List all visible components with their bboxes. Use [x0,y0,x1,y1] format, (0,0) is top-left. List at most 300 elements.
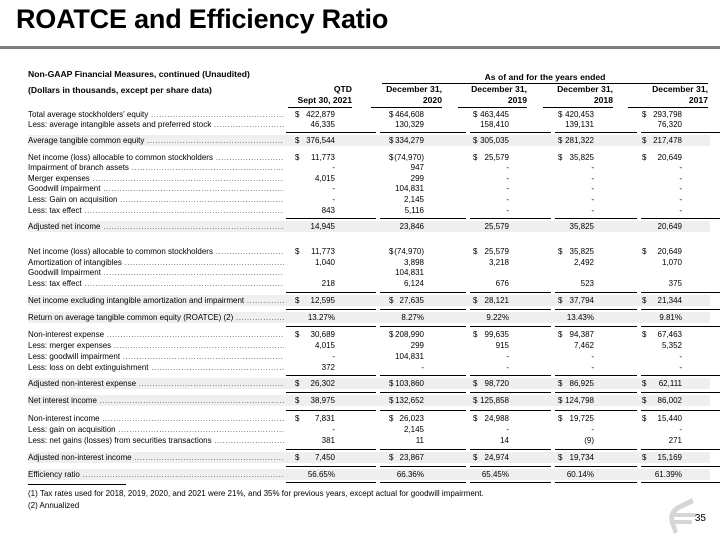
row-label-text: Non-interest income [28,414,100,423]
table-cell: 26,302 [310,379,335,388]
column-header-line2: 2017 [688,95,708,105]
table-cell: - [679,163,682,172]
table-bottom-rule [380,482,466,483]
subtotal-rule [641,309,720,310]
currency-symbol: $ [473,330,478,339]
table-cell: - [506,363,509,372]
row-label [28,413,284,424]
row-label-text: Adjusted net income [28,222,101,231]
table-cell: 217,478 [653,136,682,145]
currency-symbol: $ [389,153,394,162]
table-cell: 86,002 [657,396,682,405]
table-bottom-rule [641,482,720,483]
table-row [28,435,710,446]
table-cell: - [591,425,594,434]
table-cell: - [591,352,594,361]
table-row [28,351,710,362]
column-header-rule [458,107,527,108]
table-cell: 27,635 [399,296,424,305]
currency-symbol: $ [295,110,300,119]
currency-symbol: $ [389,136,394,145]
table-row [28,183,710,194]
row-label-text: Less: loss on debt extinguishment [28,363,149,372]
table-cell: 381 [321,436,335,445]
row-label [28,194,284,205]
column-header-line2: 2019 [507,95,527,105]
table-cell: 13.43% [566,313,594,322]
currency-symbol: $ [642,110,647,119]
row-label [28,452,284,463]
currency-symbol: $ [389,110,394,119]
table-row [28,221,710,232]
table-cell: 130,329 [395,120,424,129]
table-cell: 132,652 [395,396,424,405]
row-label-text: Less: tax effect [28,279,82,288]
table-cell: 23,867 [399,453,424,462]
title-divider [0,46,720,49]
table-cell: - [591,163,594,172]
table-cell: 37,794 [569,296,594,305]
table-cell: 139,131 [565,120,594,129]
row-label [28,329,284,340]
table-cell: 2,145 [403,195,424,204]
subtotal-rule [286,410,376,411]
section-title: Non-GAAP Financial Measures, continued (Unaudited) [28,69,250,79]
row-label-text: Merger expenses [28,174,90,183]
table-cell: 3,218 [488,258,509,267]
table-row [28,205,710,216]
table-row [28,340,710,351]
table-cell: - [506,352,509,361]
subtotal-rule [641,218,720,219]
table-cell: 6,124 [403,279,424,288]
row-label-text: Net income (loss) allocable to common stockholders [28,153,213,162]
table-cell: 299 [410,174,424,183]
table-cell: 12,595 [310,296,335,305]
row-label-text: Efficiency ratio [28,470,80,479]
table-cell: 947 [410,163,424,172]
table-row [28,452,710,463]
table-cell: - [679,195,682,204]
table-row [28,395,710,406]
table-cell: 13.27% [307,313,335,322]
currency-symbol: $ [642,414,647,423]
table-cell: 20,649 [657,153,682,162]
table-cell: 14,945 [310,222,335,231]
subtotal-rule [380,309,466,310]
row-label [28,395,284,406]
table-cell: 104,831 [395,352,424,361]
table-cell: 305,035 [480,136,509,145]
currency-symbol: $ [295,330,300,339]
table-bottom-rule [555,482,637,483]
column-header-4 [545,84,613,106]
table-cell: - [591,184,594,193]
table-row [28,329,710,340]
column-header-line1: December 31, [557,84,613,94]
table-cell: 15,440 [657,414,682,423]
currency-symbol: $ [642,330,647,339]
table-row [28,278,710,289]
currency-symbol: $ [295,247,300,256]
currency-symbol: $ [473,396,478,405]
subtotal-rule [286,392,376,393]
table-cell: 99,635 [484,330,509,339]
table-cell: 62,111 [658,379,682,388]
table-cell: 20,649 [657,222,682,231]
footnote-1: (1) Tax rates used for 2018, 2019, 2020, and 2021 were 21%, and 35% for previous years, except actual for goodwill impairment. [28,489,484,498]
column-header-line1: December 31, [652,84,708,94]
currency-symbol: $ [558,110,563,119]
table-cell: - [679,184,682,193]
subtotal-rule [641,410,720,411]
table-row [28,267,710,278]
subtotal-rule [286,218,376,219]
subtotal-rule [555,132,637,133]
row-label [28,424,284,435]
table-cell: 25,579 [484,153,509,162]
table-cell: 375 [668,279,682,288]
row-label [28,267,284,278]
table-cell: - [679,206,682,215]
table-row [28,119,710,130]
table-cell: 38,975 [310,396,335,405]
table-cell: - [506,174,509,183]
table-cell: 9.22% [486,313,509,322]
table-cell: 94,387 [569,330,594,339]
subtotal-rule [380,449,466,450]
table-cell: 103,860 [395,379,424,388]
table-cell: 293,798 [653,110,682,119]
subtotal-rule [286,449,376,450]
currency-symbol: $ [642,396,647,405]
table-row [28,162,710,173]
table-bottom-rule [286,482,376,483]
subtotal-rule [286,132,376,133]
row-label-text: Average tangible common equity [28,136,145,145]
table-cell: 11 [415,436,424,445]
table-cell: 334,279 [395,136,424,145]
table-cell: 35,825 [569,247,594,256]
currency-symbol: $ [642,153,647,162]
subtotal-rule [555,375,637,376]
table-row [28,312,710,323]
subtotal-rule [286,375,376,376]
row-label [28,205,284,216]
table-cell: 35,825 [569,222,594,231]
subtotal-rule [380,410,466,411]
row-label-text: Less: gain on acquisition [28,425,116,434]
currency-symbol: $ [642,296,647,305]
table-cell: 14 [500,436,509,445]
currency-symbol: $ [389,379,394,388]
table-cell: 463,445 [480,110,509,119]
currency-symbol: $ [295,453,300,462]
subtotal-rule [555,292,637,293]
table-cell: 8.27% [401,313,424,322]
row-label-text: Total average stockholders' equity [28,110,149,119]
subtotal-rule [286,309,376,310]
table-cell: 218 [321,279,335,288]
table-cell: 19,725 [569,414,594,423]
table-cell: 1,040 [314,258,335,267]
currency-symbol: $ [295,153,300,162]
row-label-text: Return on average tangible common equity (ROATCE) (2) [28,313,234,322]
table-cell: 2,145 [403,425,424,434]
table-cell: 66.36% [396,470,424,479]
table-cell: 86,925 [569,379,594,388]
subtotal-rule [641,326,720,327]
column-header-rule [543,107,613,108]
currency-symbol: $ [558,136,563,145]
row-label [28,362,284,373]
page-number: 35 [694,513,706,524]
row-label [28,278,284,289]
table-cell: 35,825 [569,153,594,162]
table-cell: 7,450 [314,453,335,462]
currency-symbol: $ [295,414,300,423]
currency-symbol: $ [558,296,563,305]
footnote-2: (2) Annualized [28,501,80,510]
table-cell: - [332,352,335,361]
table-cell: 11,773 [311,153,335,162]
table-cell: 523 [580,279,594,288]
subtotal-rule [641,392,720,393]
subtotal-rule [555,392,637,393]
table-row [28,295,710,306]
row-label [28,351,284,362]
table-cell: 124,798 [565,396,594,405]
table-cell: 19,734 [569,453,594,462]
subtotal-rule [641,449,720,450]
subtotal-rule [470,309,551,310]
subtotal-rule [641,292,720,293]
table-cell: 76,320 [657,120,682,129]
table-cell: 65.45% [481,470,509,479]
currency-symbol: $ [642,136,647,145]
subtotal-rule [470,392,551,393]
subtotal-rule [380,375,466,376]
table-cell: (74,970) [394,153,424,162]
table-cell: 125,858 [480,396,509,405]
table-cell: 2,492 [573,258,594,267]
currency-symbol: $ [473,153,478,162]
table-cell: 23,846 [399,222,424,231]
subtotal-rule [555,326,637,327]
currency-symbol: $ [558,330,563,339]
subtotal-rule [641,132,720,133]
currency-symbol: $ [558,396,563,405]
currency-symbol: $ [389,414,394,423]
table-cell: 420,453 [565,110,594,119]
table-row [28,135,710,146]
subtotal-rule [555,309,637,310]
currency-symbol: $ [389,453,394,462]
column-header-2 [373,84,442,106]
table-cell: 56.65% [307,470,335,479]
row-label-text: Less: Gain on acquisition [28,195,118,204]
currency-symbol: $ [558,153,563,162]
currency-symbol: $ [473,296,478,305]
table-cell: - [506,425,509,434]
currency-symbol: $ [558,414,563,423]
subtotal-rule [470,410,551,411]
table-cell: 25,579 [484,247,509,256]
row-label [28,340,284,351]
row-label-text: Amortization of intangibles [28,258,122,267]
table-cell: 1,070 [661,258,682,267]
subtotal-rule [380,466,466,467]
subtotal-rule [286,466,376,467]
row-label-text: Less: net gains (losses) from securities transactions [28,436,212,445]
table-cell: 25,579 [484,222,509,231]
column-header-line2: 2018 [593,95,613,105]
column-header-line1: December 31, [471,84,527,94]
table-cell: 9.81% [659,313,682,322]
table-cell: 28,121 [484,296,509,305]
row-label-text: Less: goodwill impairment [28,352,121,361]
row-label [28,183,284,194]
table-cell: 26,023 [399,414,424,423]
table-row [28,378,710,389]
table-cell: 271 [668,436,682,445]
table-cell: 372 [321,363,335,372]
table-cell: 67,463 [657,330,682,339]
table-cell: 24,974 [484,453,509,462]
table-cell: - [332,425,335,434]
row-label-text: Non-interest expense [28,330,105,339]
table-cell: - [679,425,682,434]
row-label-text: Goodwill Impairment [28,268,101,277]
row-label [28,435,284,446]
row-label-text: Less: merger expenses [28,341,112,350]
table-cell: - [591,206,594,215]
table-cell: 11,773 [311,247,335,256]
column-header-line2: 2020 [422,95,442,105]
column-header-rule [288,107,352,108]
row-label [28,246,284,257]
table-cell: 5,352 [661,341,682,350]
table-cell: (9) [584,436,594,445]
table-cell: 4,015 [314,174,335,183]
page-title: ROATCE and Efficiency Ratio [16,4,389,34]
subtotal-rule [470,375,551,376]
table-row [28,469,710,480]
table-row [28,413,710,424]
row-label [28,469,284,480]
row-label [28,312,284,323]
table-cell: 30,689 [310,330,335,339]
currency-symbol: $ [642,453,647,462]
subtotal-rule [470,218,551,219]
table-cell: 4,015 [314,341,335,350]
table-cell: 104,831 [395,184,424,193]
table-row [28,246,710,257]
currency-symbol: $ [295,296,300,305]
row-label [28,119,284,130]
table-cell: 915 [495,341,509,350]
row-label-text: Adjusted non-interest expense [28,379,137,388]
table-cell: - [506,206,509,215]
subtotal-rule [555,410,637,411]
currency-symbol: $ [558,247,563,256]
currency-symbol: $ [642,379,647,388]
table-cell: 7,831 [314,414,335,423]
row-label-text: Adjusted non-interest income [28,453,132,462]
currency-symbol: $ [558,379,563,388]
row-label [28,295,284,306]
subtotal-rule [470,449,551,450]
subtotal-rule [380,392,466,393]
subtotal-rule [470,132,551,133]
currency-symbol: $ [473,453,478,462]
table-cell: (74,970) [394,247,424,256]
subtotal-rule [641,375,720,376]
table-cell: 299 [410,341,424,350]
row-label [28,378,284,389]
subtotal-rule [380,218,466,219]
table-cell: - [679,174,682,183]
row-label-text: Less: tax effect [28,206,82,215]
table-cell: - [591,195,594,204]
subtotal-rule [470,326,551,327]
table-cell: 422,879 [306,110,335,119]
subtotal-rule [641,466,720,467]
currency-symbol: $ [473,247,478,256]
row-label [28,135,284,146]
table-cell: 20,649 [657,247,682,256]
column-header-rule [628,107,708,108]
years-span-header: As of and for the years ended [484,72,606,82]
subtotal-rule [555,449,637,450]
row-label-text: Less: average intangible assets and preferred stock [28,120,212,129]
table-row [28,194,710,205]
currency-symbol: $ [295,379,300,388]
column-header-1 [290,84,352,106]
table-cell: 15,169 [657,453,682,462]
table-cell: 3,898 [403,258,424,267]
table-cell: 376,544 [306,136,335,145]
table-cell: 7,462 [573,341,594,350]
row-label [28,221,284,232]
table-cell: 46,335 [310,120,335,129]
currency-symbol: $ [389,330,394,339]
column-header-line1: QTD [333,84,352,94]
currency-symbol: $ [389,296,394,305]
column-header-line2: Sept 30, 2021 [297,95,352,105]
subtotal-rule [470,292,551,293]
table-cell: 98,720 [484,379,509,388]
table-cell: 60.14% [566,470,594,479]
subtotal-rule [470,466,551,467]
table-cell: 843 [321,206,335,215]
subtotal-rule [380,292,466,293]
table-cell: 21,344 [657,296,682,305]
table-cell: - [679,352,682,361]
currency-symbol: $ [389,247,394,256]
table-cell: 5,116 [404,206,424,215]
currency-symbol: $ [473,379,478,388]
table-cell: - [591,363,594,372]
units-note: (Dollars in thousands, except per share data) [28,85,212,95]
column-header-line1: December 31, [386,84,442,94]
table-cell: - [332,184,335,193]
table-cell: - [332,195,335,204]
currency-symbol: $ [642,247,647,256]
subtotal-rule [286,292,376,293]
row-label-text: Net income (loss) allocable to common stockholders [28,247,213,256]
column-header-5 [630,84,708,106]
